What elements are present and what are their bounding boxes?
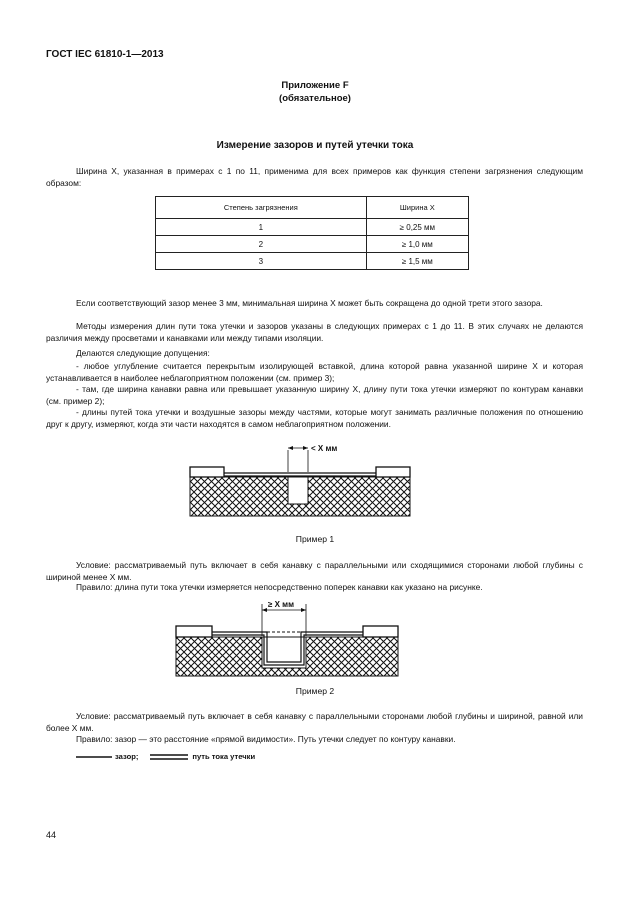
- table-cell: 1: [156, 219, 367, 236]
- dimension-label: < X мм: [311, 444, 338, 453]
- conductor-left: [190, 467, 224, 477]
- table-cell: 3: [156, 253, 367, 270]
- page-number: 44: [46, 830, 57, 840]
- conductor-right: [363, 626, 398, 637]
- body-paragraph: - длины путей тока утечки и воздушные зазоры между частями, которые могут занимать различные положения по отношению друг к другу, измеряют, когда эти части находятся в самом неблагоприятном положении.: [46, 407, 583, 429]
- clearance-line-sample: [76, 754, 112, 760]
- table-cell: ≥ 1,0 мм: [366, 236, 468, 253]
- table-cell: 2: [156, 236, 367, 253]
- annex-subtitle: (обязательное): [279, 93, 351, 104]
- annex-heading: [0, 79, 630, 105]
- table-cell: ≥ 1,5 мм: [366, 253, 468, 270]
- body-paragraph: - там, где ширина канавки равна или превышает указанную ширину X, длину пути тока утечки измеряют по контурам канавки (см. пример 2);: [46, 384, 583, 406]
- body-paragraph: Методы измерения длин пути тока утечки и зазоров указаны в следующих примерах с 1 до 11. В этих случаях не делаются различия между просветами и канавками или между типами изоляции.: [46, 321, 583, 343]
- example-1-rule: Правило: длина пути тока утечки измеряется непосредственно поперек канавки как указано на рисунке.: [76, 582, 483, 592]
- example-2-condition: Условие: рассматриваемый путь включает в себя канавку с параллельными сторонами любой глубины и шириной, равной или более X мм.: [46, 711, 583, 733]
- pollution-width-table: [155, 196, 469, 270]
- table-row: [156, 236, 469, 253]
- table-header-row: [156, 197, 469, 219]
- creepage-line-sample: [150, 753, 188, 761]
- document-header: ГОСТ IEC 61810-1—2013: [46, 49, 164, 60]
- intro-paragraph: Ширина X, указанная в примерах с 1 по 11, применима для всех примеров как функция степени загрязнения следующим образом:: [46, 166, 583, 188]
- legend: [76, 752, 255, 761]
- body-paragraph: Если соответствующий зазор менее 3 мм, минимальная ширина X может быть сокращена до одной трети этого зазора.: [76, 298, 543, 308]
- table-header-cell: Степень загрязнения: [156, 197, 367, 219]
- annex-title: Приложение F: [281, 80, 349, 91]
- example-1-condition: Условие: рассматриваемый путь включает в себя канавку с параллельными или сходящимися сторонами любой глубины с шириной менее X мм.: [46, 560, 583, 582]
- groove: [288, 477, 308, 504]
- conductor-left: [176, 626, 212, 637]
- body-paragraph: Делаются следующие допущения:: [76, 348, 210, 358]
- legend-creepage-label: путь тока утечки: [192, 752, 256, 761]
- conductor-right: [376, 467, 410, 477]
- body-paragraph: - любое углубление считается перекрытым изолирующей вставкой, длина которой равна указанной ширине X и которая устанавливается в наиболее неблагоприятном положении (см. пример 3);: [46, 361, 583, 383]
- groove: [262, 637, 306, 668]
- example-2-rule: Правило: зазор — это расстояние «прямой видимости». Путь утечки следует по контуру канавки.: [76, 734, 456, 744]
- table-row: [156, 253, 469, 270]
- example-1-caption: Пример 1: [295, 534, 335, 544]
- table-cell: ≥ 0,25 мм: [366, 219, 468, 236]
- table-row: [156, 219, 469, 236]
- legend-clearance-label: зазор;: [115, 752, 139, 761]
- example-2-caption: Пример 2: [295, 686, 335, 696]
- dimension-label: ≥ X мм: [268, 600, 295, 609]
- example-1-figure: [180, 436, 420, 520]
- table-header-cell: Ширина X: [366, 197, 468, 219]
- example-2-figure: [170, 596, 410, 680]
- section-title: Измерение зазоров и путей утечки тока: [216, 140, 414, 151]
